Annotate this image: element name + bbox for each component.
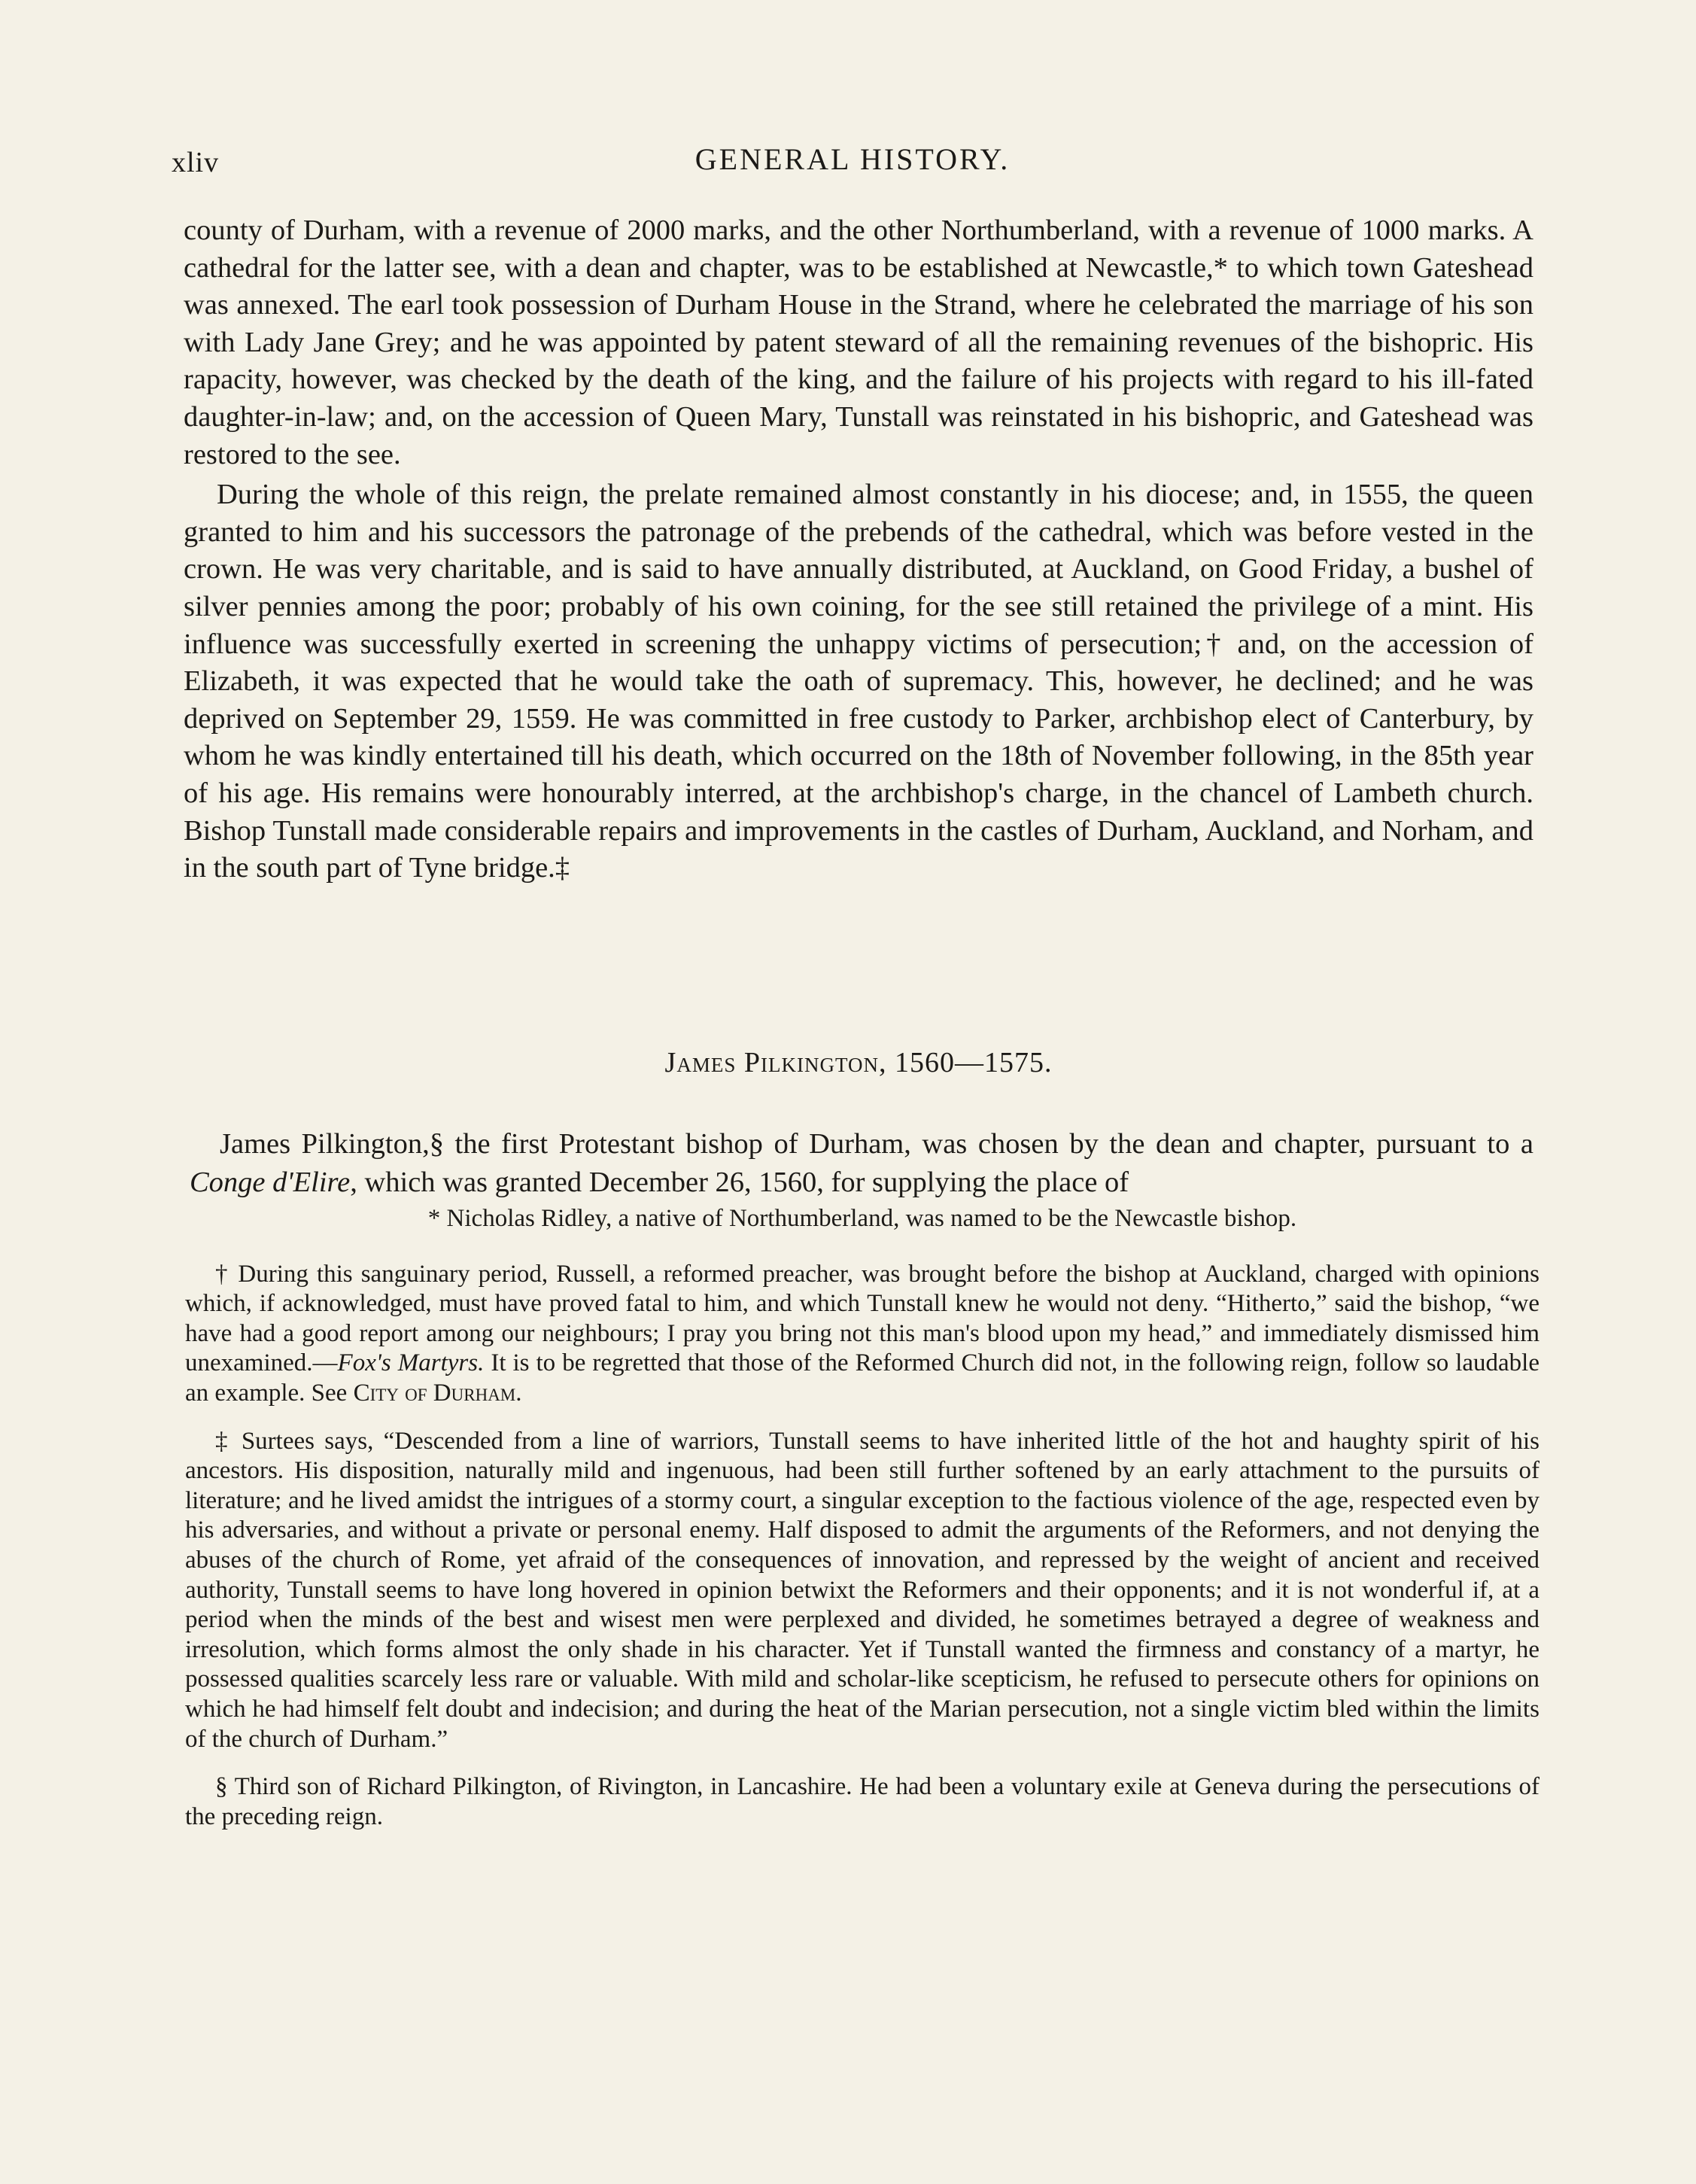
footnote-dagger-ref: City of Durham. bbox=[353, 1379, 522, 1407]
paragraph: county of Durham, with a revenue of 2000 marks, and the other Northumberland, with a revenue of 1000 marks. A cathedral for the latter see, with a dean and chapter, was to be established at Newcastle,* to which town Gateshead was annexed. The earl took possession of Durham House in the Strand, where he celebrated the marriage of his son with Lady Jane Grey; and he was appointed by patent steward of all the remaining revenues of the bishopric. His rapacity, however, was checked by the death of the king, and the failure of his projects with regard to his ill-fated daughter-in-law; and, on the accession of Queen Mary, Tunstall was reinstated in his bishopric, and Gateshead was restored to the see. bbox=[184, 214, 1533, 470]
main-text bbox=[184, 212, 1533, 887]
page-number: xliv bbox=[172, 147, 220, 178]
section-paragraph bbox=[190, 1125, 1533, 1202]
section-text-start: James Pilkington,§ the first Protestant bishop of Durham, was chosen by the dean and chapter, pursuant to a bbox=[220, 1127, 1533, 1160]
footnote-dagger bbox=[185, 1260, 1539, 1409]
footnote-dagger-source: Fox's Martyrs. bbox=[337, 1349, 485, 1377]
footnotes bbox=[185, 1204, 1539, 1850]
paragraph: During the whole of this reign, the prelate remained almost constantly in his diocese; and, in 1555, the queen granted to him and his successors the patronage of the prebends of the cathedral, which was before vested in the crown. He was very charitable, and is said to have annually distributed, at Auckland, on Good Friday, a bushel of silver pennies among the poor; probably of his own coining, for the see still retained the privilege of a mint. His influence was successfully exerted in screening the unhappy victims of persecution;† and, on the accession of Elizabeth, it was expected that he would take the oath of supremacy. This, however, he declined; and he was deprived on September 29, 1559. He was committed in free custody to Parker, archbishop elect of Canterbury, by whom he was kindly entertained till his death, which occurred on the 18th of November following, in the 85th year of his age. His remains were honourably interred, at the archbishop's charge, in the chancel of Lambeth church. Bishop Tunstall made considerable repairs and improvements in the castles of Durham, Auckland, and Norham, and in the south part of Tyne bridge.‡ bbox=[184, 479, 1533, 884]
footnote-star: * Nicholas Ridley, a native of Northumberland, was named to be the Newcastle bishop. bbox=[427, 1205, 1297, 1232]
footnote-dagger-text: † During this sanguinary period, Russell, a reformed preacher, was brought before the bishop at Auckland, charged with opinions which, if acknowledged, must have proved fatal to him, and which Tunstall knew he would not deny. “Hitherto,” said the bishop, “we have had a good report among our neighbours; I pray you bring not this man's blood upon my head,” and immediately dismissed him unexamined.— bbox=[185, 1260, 1539, 1377]
footnote-double-dagger: ‡ Surtees says, “Descended from a line of warriors, Tunstall seems to have inherited little of the hot and haughty spirit of his ancestors. His disposition, naturally mild and ingenuous, had been still further softened by an early attachment to the pursuits of literature; and he lived amidst the intrigues of a stormy court, a singular exception to the factious violence of the age, respected even by his adversaries, and without a private or personal enemy. Half disposed to admit the arguments of the Reformers, and not denying the abuses of the church of Rome, yet afraid of the consequences of innovation, and repressed by the weight of ancient and received authority, Tunstall seems to have long hovered in opinion betwixt the Reformers and their opponents; and it is not wonderful if, at a period when the minds of the best and wisest men were perplexed and divided, he sometimes betrayed a degree of weakness and irresolution, which forms almost the only shade in his character. Yet if Tunstall wanted the firmness and constancy of a martyr, he possessed qualities scarcely less rare or valuable. With mild and scholar-like scepticism, he refused to persecute others for opinions on which he had himself felt doubt and indecision; and during the heat of the Marian persecution, not a single victim bled within the limits of the church of Durham.” bbox=[185, 1427, 1539, 1753]
running-title: GENERAL HISTORY. bbox=[695, 142, 1011, 176]
page-header bbox=[172, 141, 1533, 187]
section-text-end: , which was granted December 26, 1560, for supplying the place of bbox=[350, 1166, 1129, 1198]
footnote-dagger-tail: It is to be regretted that those of the Reformed Church did not, in the following reign, follow so laudable an example. See bbox=[185, 1349, 1539, 1407]
section-heading: James Pilkington, 1560—1575. bbox=[664, 1047, 1053, 1078]
footnote-section-mark: § Third son of Richard Pilkington, of Rivington, in Lancashire. He had been a voluntary exile at Geneva during the persecutions of the preceding reign. bbox=[185, 1773, 1539, 1830]
section-text-italic: Conge d'Elire bbox=[190, 1166, 351, 1198]
